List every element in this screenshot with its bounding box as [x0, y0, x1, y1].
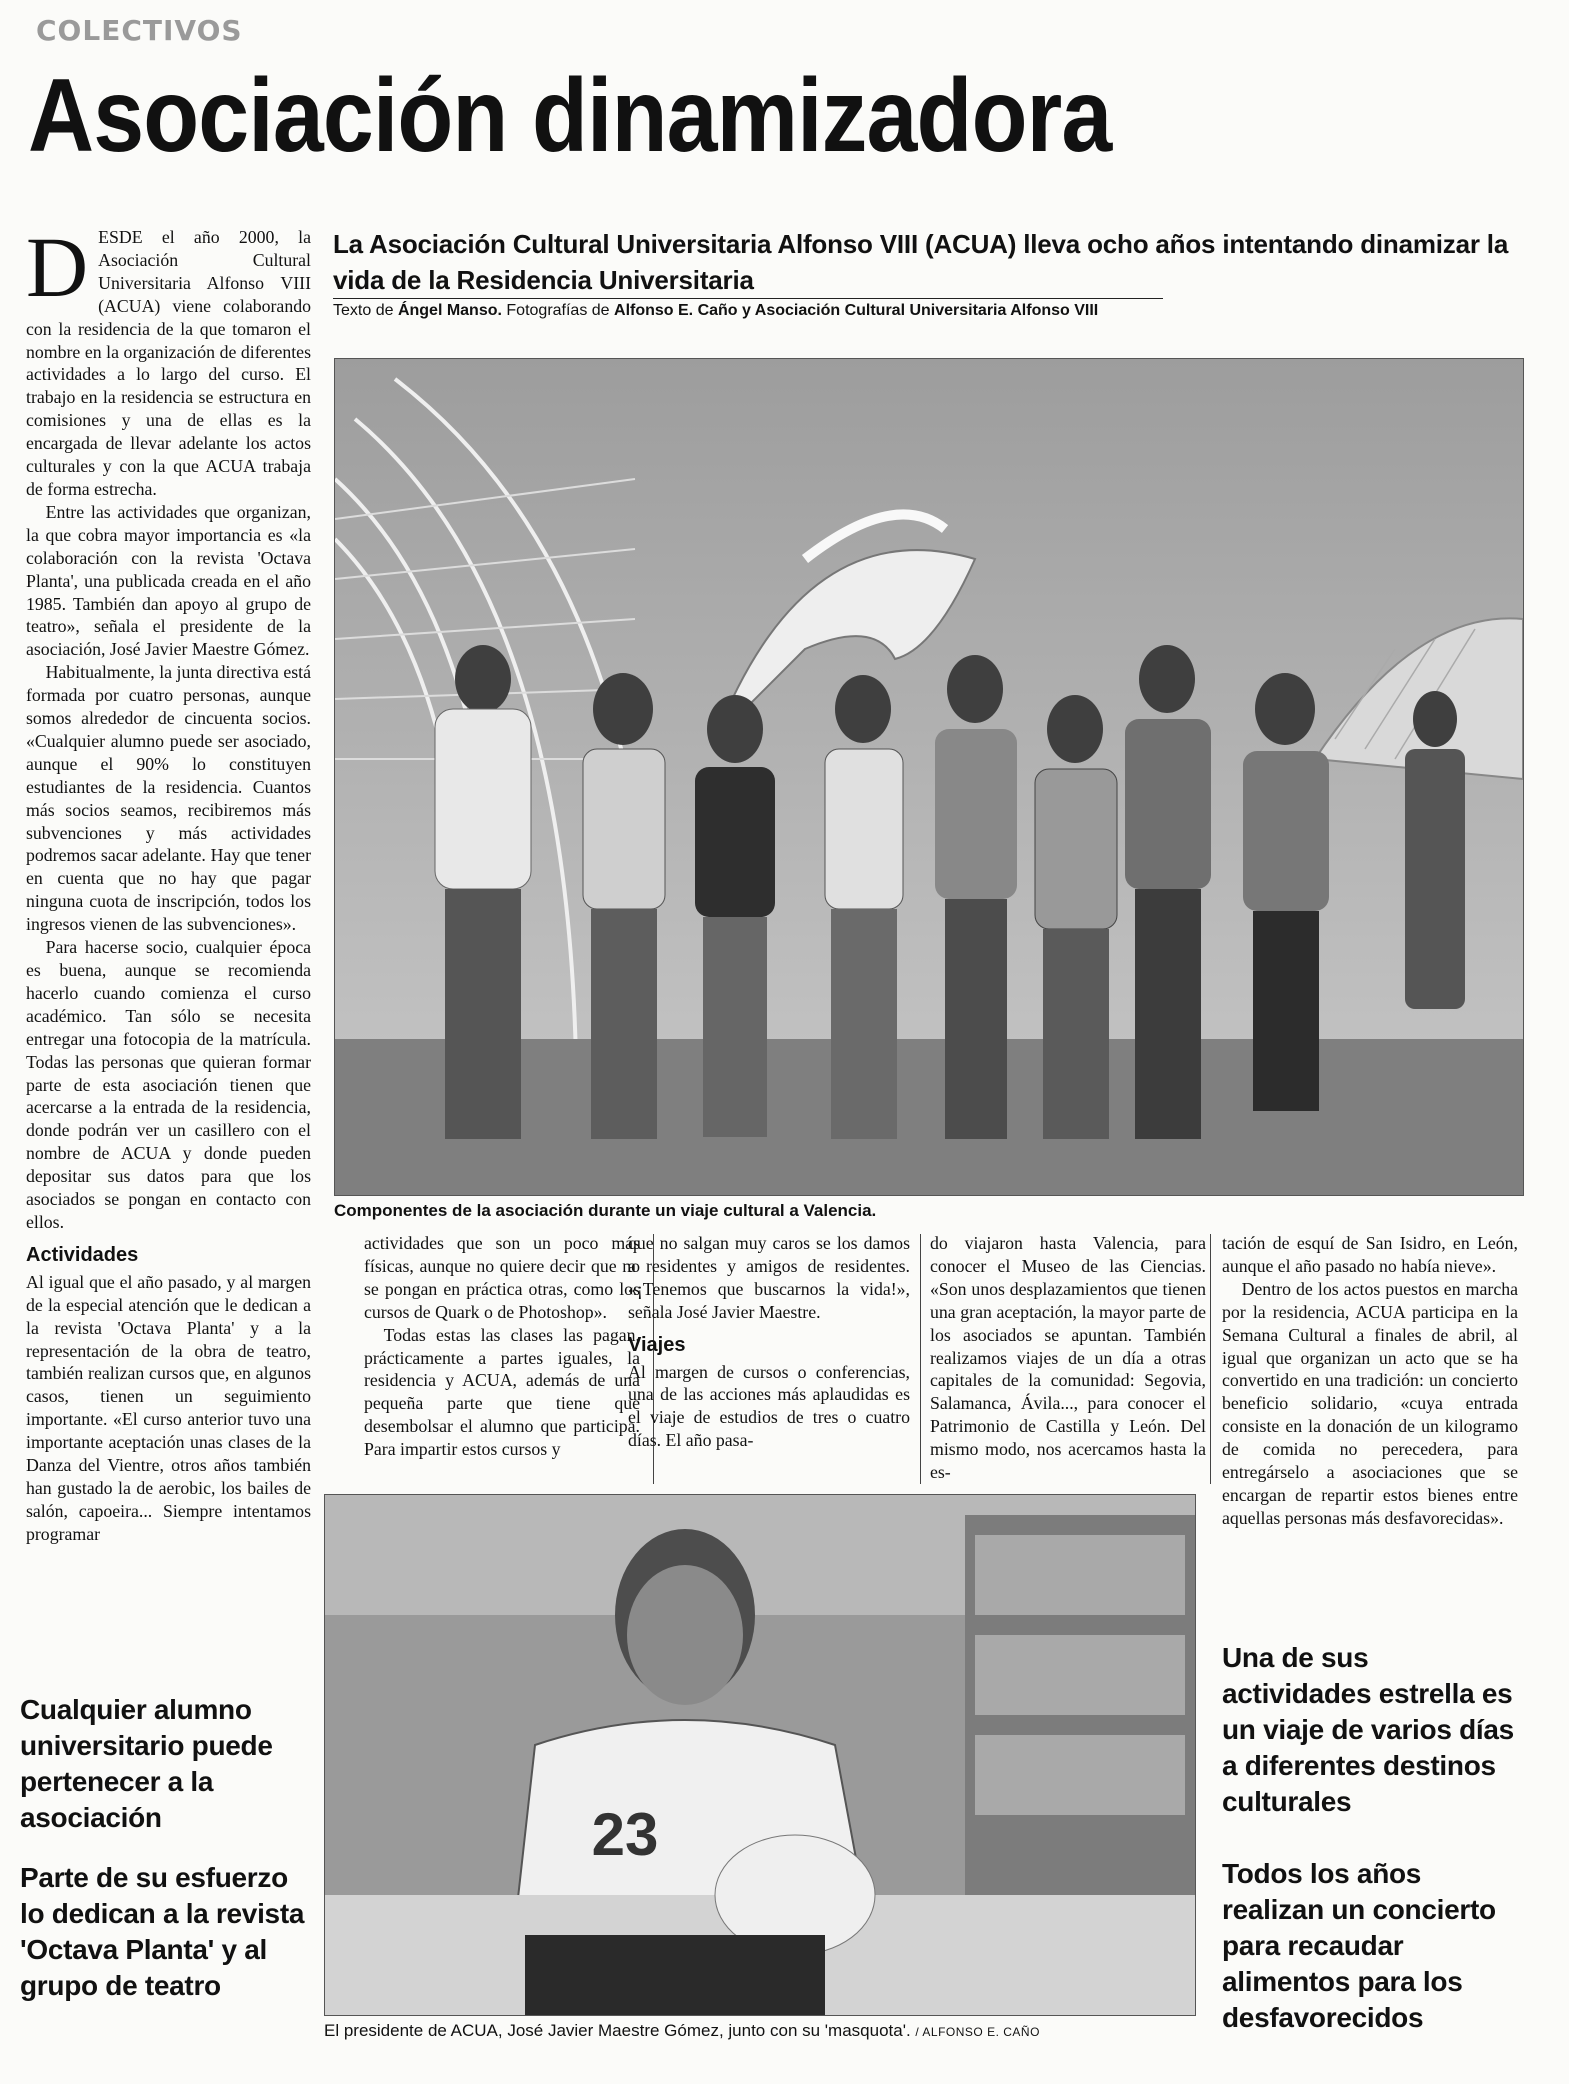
- president-caption-text: El presidente de ACUA, José Javier Maestre Gómez, junto con su 'masquota'.: [324, 2021, 911, 2040]
- president-photo-credit: / ALFONSO E. CAÑO: [915, 2025, 1040, 2039]
- subhead-viajes: Viajes: [628, 1333, 686, 1356]
- paragraph: tación de esquí de San Isidro, en León, aunque el año pasado no había nieve».: [1222, 1233, 1518, 1276]
- paragraph: Habitualmente, la junta directiva está formada por cuatro personas, aunque somos alrededor de cincuenta socios. «Cualquier alumno puede ser asociado, aunque el 90% lo constituyen estudiantes de la residencia. Cuantos más socios seamos, recibiremos más subvenciones y más actividades podremos sacar adelante. Hay que tener en cuenta que no hay que pagar ninguna cuota de inscripción, todos los ingresos vienen de las subvenciones».: [26, 662, 311, 935]
- deck: La Asociación Cultural Universitaria Alfonso VIII (ACUA) lleva ocho años intentando dinamizar la vida de la Residencia Universitaria: [333, 229, 1509, 295]
- shirt-number: 23: [591, 1801, 659, 1868]
- group-photo: [334, 358, 1524, 1196]
- group-photo-caption: Componentes de la asociación durante un viaje cultural a Valencia.: [334, 1201, 877, 1220]
- article-column-2: [364, 1232, 640, 1461]
- article-column-3: [628, 1232, 910, 1452]
- paragraph-text: ESDE el año 2000, la Asociación Cultural Universitaria Alfonso VIII (ACUA) viene colaborando con la residencia de la que tomaron el nombre en la organización de diferentes actividades a lo largo del curso. El trabajo en la residencia se estructura en comisiones y una de ellas es la encargada de llevar adelante los actos culturales y con la que ACUA trabaja de forma estrecha.: [26, 227, 311, 499]
- president-photo-caption: [324, 2020, 1204, 2043]
- group-photo-illustration: [335, 359, 1523, 1195]
- paragraph: Para hacerse socio, cualquier época es buena, aunque se recomienda hacerlo cuando comienza el curso académico. Tan sólo se necesita entregar una fotocopia de la matrícula. Todas las personas que quieran formar parte de esta asociación tienen que acercarse a la entrada de la residencia, donde podrán ver un casillero con el nombre de ACUA y donde pueden depositar sus datos para que los asociados se pongan en contacto con ellos.: [26, 937, 311, 1232]
- section-label: COLECTIVOS: [36, 14, 243, 47]
- paragraph: Al margen de cursos o conferencias, una de las acciones más aplaudidas es el viaje de estudios de tres o cuatro días. El año pasa-: [628, 1361, 910, 1451]
- byline-prefix: Texto de: [333, 302, 398, 319]
- byline-author: Ángel Manso.: [397, 302, 502, 319]
- column-rule: [1210, 1234, 1211, 1484]
- paragraph: do viajaron hasta Valencia, para conocer el Museo de las Ciencias. «Son unos desplazamientos que tienen una gran aceptación, la mayor parte de los asociados se apuntan. También realizamos viajes de un día a otras capitales de la comunidad: Segovia, Salamanca, Ávila..., para conocer el Patrimonio de Castilla y León. Del mismo modo, nos acercamos hasta la es-: [930, 1233, 1206, 1483]
- byline-photographers: Alfonso E. Caño y Asociación Cultural Universitaria Alfonso VIII: [614, 302, 1099, 319]
- paragraph: actividades que son un poco más físicas, aunque no quiere decir que no se pongan en práctica otras, como los cursos de Quark o de Photoshop».: [364, 1233, 640, 1322]
- paragraph: Todas estas las clases las pagan, prácticamente a partes iguales, la residencia y ACUA, además de una pequeña parte que tiene que desembolsar el alumno que participa. Para impartir estos cursos y: [364, 1324, 640, 1460]
- pullquote-left-2: Parte de su esfuerzo lo dedican a la revista 'Octava Planta' y al grupo de teatro: [20, 1862, 305, 2001]
- article-column-1: [26, 219, 311, 1546]
- pullquote-right-2: Todos los años realizan un concierto para recaudar alimentos para los desfavorecidos: [1222, 1858, 1496, 2033]
- column-rule: [920, 1234, 921, 1484]
- pullquote-left-1: Cualquier alumno universitario puede pertenecer a la asociación: [20, 1694, 273, 1833]
- subhead-actividades: Actividades: [26, 1243, 139, 1266]
- paragraph: [26, 219, 311, 501]
- byline: [333, 300, 1523, 322]
- dropcap: D: [26, 219, 89, 315]
- deck-rule: [333, 298, 1163, 299]
- president-photo: [324, 1494, 1196, 2016]
- pullquote-right-1: Una de sus actividades estrella es un viaje de varios días a diferentes destinos culturales: [1222, 1642, 1514, 1817]
- paragraph: Entre las actividades que organizan, la que cobra mayor importancia es «la colaboración con la revista 'Octava Planta', una publicada creada en el año 1985. También dan apoyo al grupo de teatro», señala el presidente de la asociación, José Javier Maestre Gómez.: [26, 501, 311, 660]
- byline-photos-prefix: Fotografías de: [501, 302, 615, 319]
- paragraph: Dentro de los actos puestos en marcha por la residencia, ACUA participa en la Semana Cultural a finales de abril, al igual que organizan un acto que se ha convertido en una tradición: un concierto beneficio solidario, «cuya entrada consiste en la donación de un kilogramo de comida no perecedera, para entregárselo a asociaciones que se encargan de repartir estos bienes entre aquellas personas más desfavorecidas».: [1222, 1278, 1518, 1528]
- paragraph: Al igual que el año pasado, y al margen de la especial atención que le dedican a la revista 'Octava Planta' y a la representación de la obra de teatro, también realizan cursos que, en algunos casos, tienen un seguimiento importante. «El curso anterior tuvo una importante aceptación unas clases de la Danza del Vientre, otros años también han gustado la de aerobic, los bailes de salón, capoeira... Siempre intentamos programar: [26, 1271, 311, 1544]
- paragraph: que no salgan muy caros se los damos a residentes y amigos de residentes. «¡Tenemos que buscarnos la vida!», señala José Javier Maestre.: [628, 1233, 910, 1322]
- article-column-4: [930, 1232, 1206, 1484]
- headline: Asociación dinamizadora: [28, 58, 1112, 174]
- president-photo-illustration: [325, 1495, 1195, 2015]
- article-column-5: [1222, 1232, 1518, 1530]
